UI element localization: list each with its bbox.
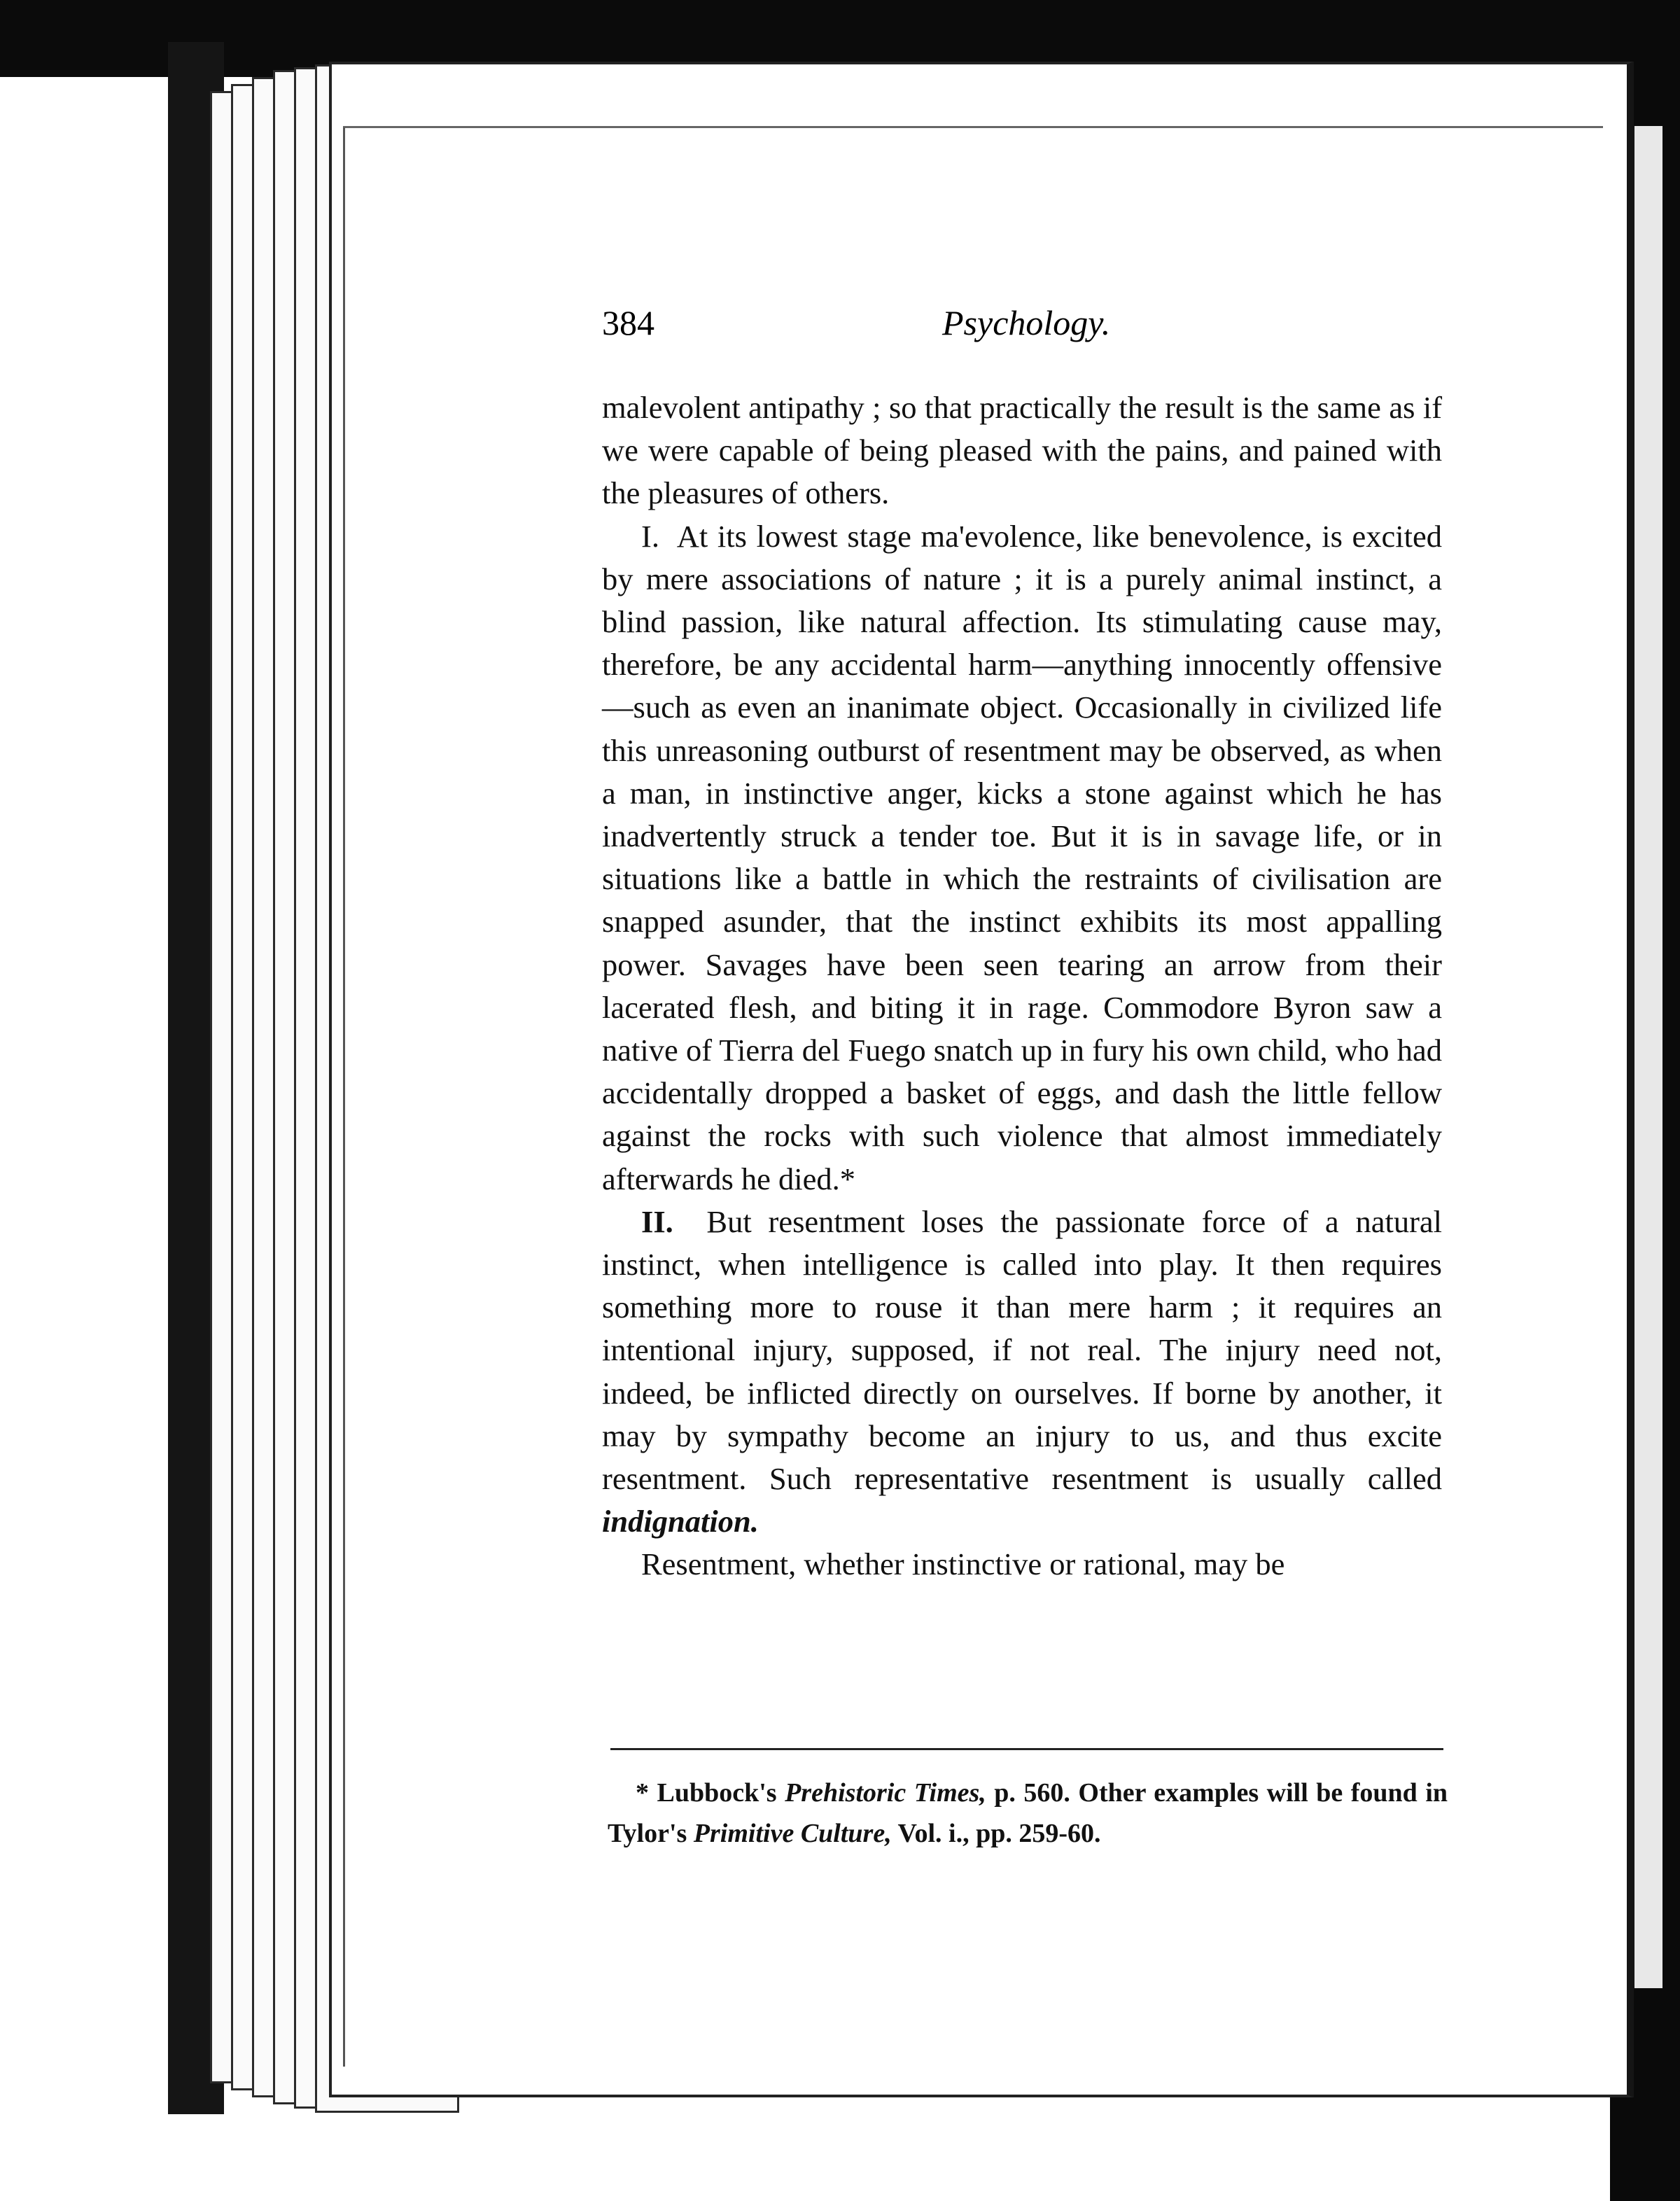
page-border-left	[343, 127, 345, 2067]
paragraph-section-1	[602, 515, 1442, 1201]
paragraph-section-2	[602, 1201, 1442, 1544]
footnote-work-title: Prehistoric Times,	[785, 1778, 986, 1808]
paragraph-intro	[602, 386, 1442, 515]
footnote-work-title: Primitive Culture,	[693, 1819, 892, 1848]
text-line: same as if we were capable of being pleased with the pains,	[602, 390, 1443, 468]
page-border-top	[343, 126, 1603, 128]
footnote-text: p. 560. Other examples will be found in Tylor's	[608, 1778, 1448, 1848]
footnote-rule	[610, 1748, 1443, 1750]
text-line: and pained with the pleasures of others.	[602, 433, 1442, 511]
footnote-text: Vol. i., pp. 259-60.	[897, 1819, 1101, 1848]
section-label: I.	[641, 518, 659, 554]
text-line: malevolent antipathy ; so that practically the result is the	[602, 390, 1309, 425]
section-label: II.	[641, 1203, 673, 1239]
paragraph-last	[602, 1543, 1442, 1586]
footnote	[608, 1773, 1448, 1854]
emphasized-term: indignation.	[602, 1504, 759, 1539]
page-number: 384	[602, 303, 654, 342]
body-text	[602, 386, 1442, 1586]
facing-page-edge	[1631, 126, 1662, 1988]
section-text: But resentment loses the passionate force of a natural instinct, when intelligence is called into play. It then requires something more to rouse it than mere harm ; it requires an intentional injury, supposed, if not real. The injury need not, indeed, be inflicted directly on ourselves. If borne by another, it may by sympathy become an injury to us, and thus excite resentment. Such representative resentment is usually called	[602, 1203, 1443, 1497]
page-title: Psychology.	[942, 303, 1111, 342]
footnote-lead: * Lubbock's	[636, 1778, 777, 1808]
section-text: At its lowest stage ma'evolence, like benevolence, is excited by mere associations of nature ; it is a purely animal instinct, a blind passion, like natural affection. Its stimulating cause may, therefore, be any accidental harm—anything innocently offensive—such as even an inanimate object. Occasionally in civilized life this unreasoning outburst of resentment may be observed, as when a man, in instinctive anger, kicks a stone against which he has inadvertently struck a tender toe. But it is in savage life, or in situations like a battle in which the restraints of civilisation are snapped asunder, that the instinct exhibits its most appalling power. Savages have been seen tearing an arrow from their lacerated flesh, and biting it in rage. Commodore Byron saw a native of Tierra del Fuego snatch up in fury his own child, who had accidentally dropped a basket of eggs, and dash the little fellow against the rocks with such violence that almost immediately afterwards he died.*	[602, 518, 1442, 1196]
running-head	[602, 302, 1456, 358]
text-line: Resentment, whether instinctive or rational, may be	[641, 1546, 1285, 1582]
